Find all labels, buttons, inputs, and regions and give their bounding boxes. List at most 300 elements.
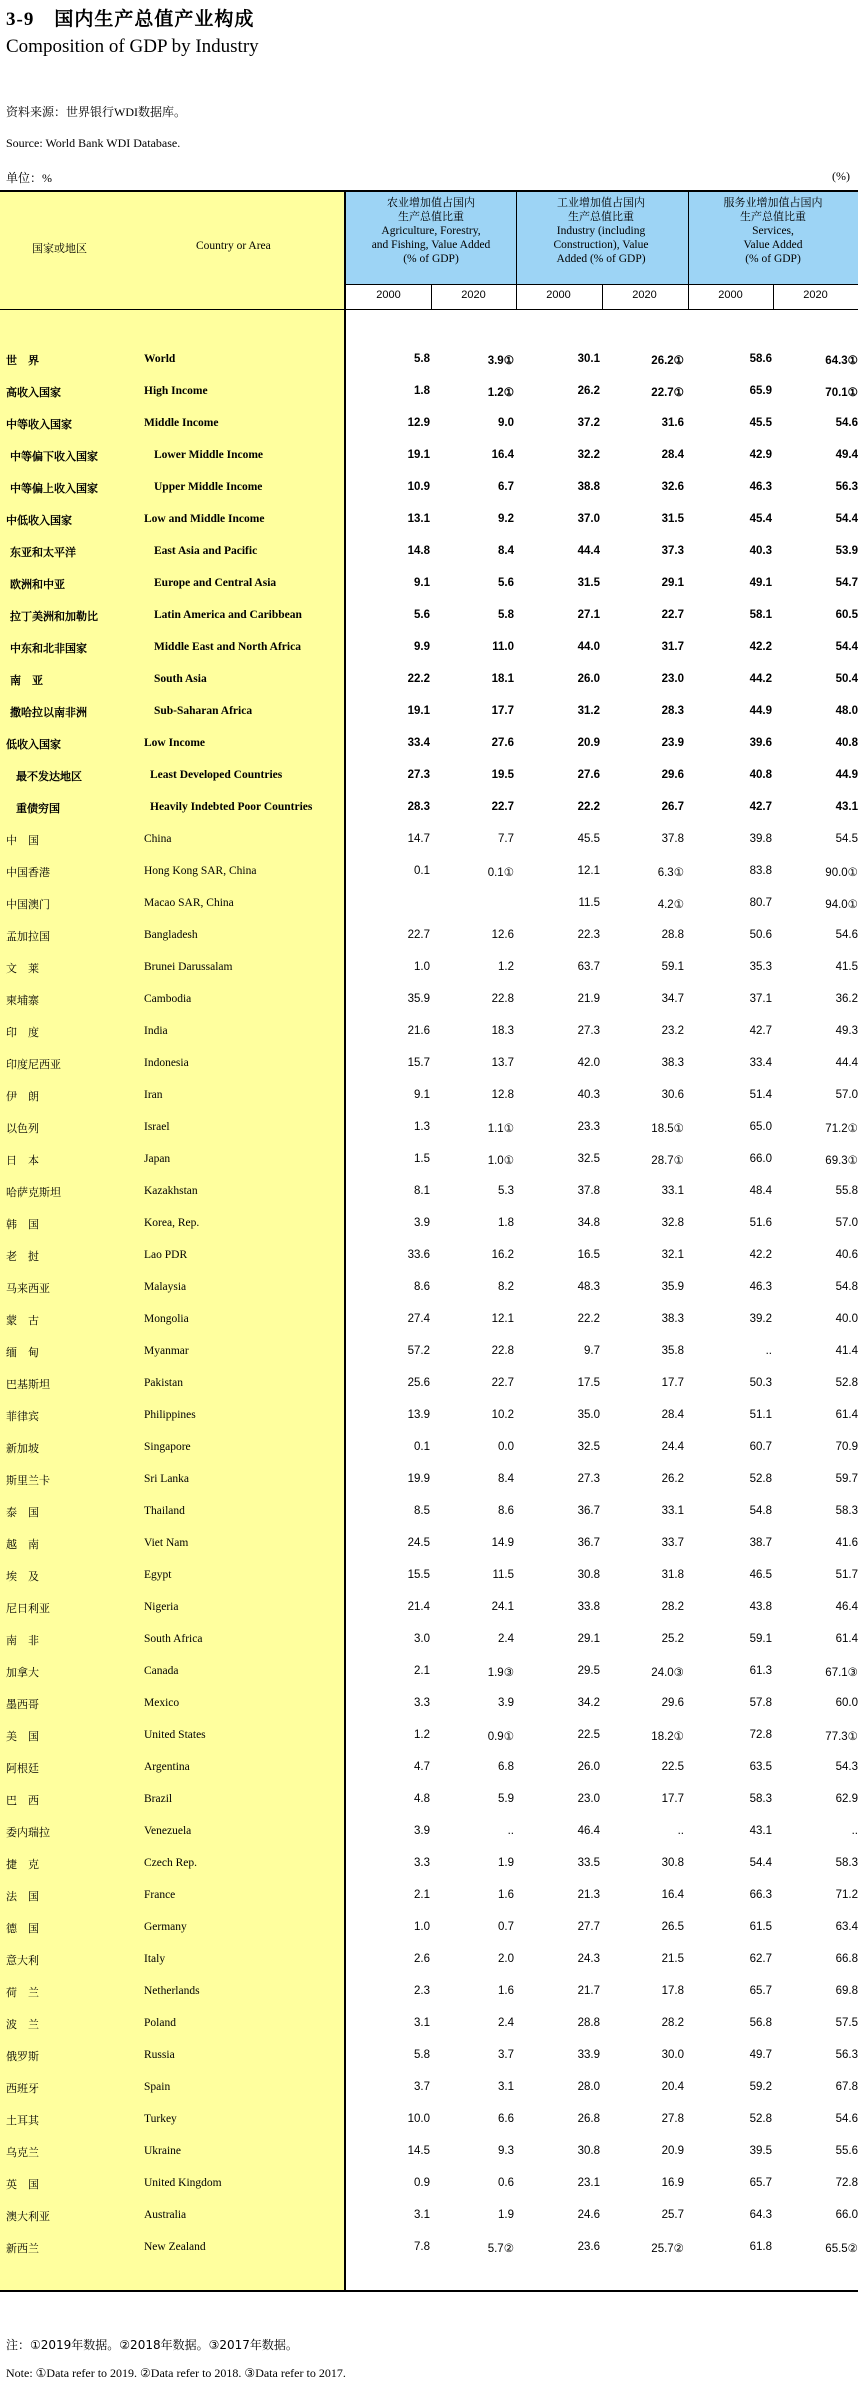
table-row bbox=[0, 1559, 858, 1591]
country-name-en: Turkey bbox=[144, 2113, 177, 2125]
value-cell: 59.7 bbox=[835, 1473, 858, 1485]
value-cell: 1.2 bbox=[414, 1729, 430, 1741]
value-cell: 94.0① bbox=[825, 899, 858, 911]
source-note-en: Source: World Bank WDI Database. bbox=[6, 136, 181, 150]
value-cell: 57.2 bbox=[407, 1345, 430, 1357]
value-cell: 9.1 bbox=[414, 1089, 430, 1101]
unit-label-en: (%) bbox=[832, 169, 850, 183]
value-cell: 40.8 bbox=[749, 769, 772, 781]
table-row bbox=[0, 2071, 858, 2103]
value-cell: 9.2 bbox=[498, 513, 514, 525]
value-cell: 19.1 bbox=[407, 449, 430, 461]
value-cell: 37.2 bbox=[577, 417, 600, 429]
value-cell: 28.8 bbox=[661, 929, 684, 941]
country-name-zh: 捷 克 bbox=[6, 1858, 39, 1871]
country-name-en: Cambodia bbox=[144, 993, 192, 1005]
value-cell: 55.6 bbox=[835, 2145, 858, 2157]
value-cell: 29.6 bbox=[661, 769, 684, 781]
value-cell: 3.0 bbox=[414, 1633, 430, 1645]
table-row bbox=[0, 2103, 858, 2135]
value-cell: 39.6 bbox=[749, 737, 772, 749]
table-row bbox=[0, 2167, 858, 2199]
value-cell: 13.7 bbox=[491, 1057, 514, 1069]
country-name-en: Czech Rep. bbox=[144, 1857, 198, 1869]
value-cell: 26.0 bbox=[577, 673, 600, 685]
value-cell: 63.5 bbox=[749, 1761, 772, 1773]
value-cell: 67.8 bbox=[835, 2081, 858, 2093]
value-cell: 21.4 bbox=[407, 1601, 430, 1613]
value-cell: 15.5 bbox=[407, 1569, 430, 1581]
value-cell: .. bbox=[765, 1345, 772, 1357]
value-cell: 7.8 bbox=[414, 2241, 430, 2253]
country-name-zh: 中等偏上收入国家 bbox=[10, 482, 98, 495]
value-cell: 34.2 bbox=[577, 1697, 600, 1709]
value-cell: 54.8 bbox=[749, 1505, 772, 1517]
table-row bbox=[0, 1367, 858, 1399]
table-row bbox=[0, 855, 858, 887]
value-cell: 54.6 bbox=[835, 2113, 858, 2125]
header-industry bbox=[516, 196, 686, 266]
value-cell: 40.3 bbox=[749, 545, 772, 557]
value-cell: 18.3 bbox=[491, 1025, 514, 1037]
value-cell: 33.8 bbox=[577, 1601, 600, 1613]
country-name-zh: 新西兰 bbox=[6, 2242, 39, 2255]
country-name-zh: 澳大利亚 bbox=[6, 2210, 50, 2223]
value-cell: 21.3 bbox=[577, 1889, 600, 1901]
value-cell: 44.2 bbox=[749, 673, 772, 685]
value-cell: 31.5 bbox=[661, 513, 684, 525]
gdp-composition-table bbox=[0, 190, 858, 2292]
country-name-en: Brazil bbox=[144, 1793, 173, 1805]
value-cell: 65.9 bbox=[749, 385, 772, 397]
value-cell: 17.7 bbox=[661, 1377, 684, 1389]
country-name-zh: 埃 及 bbox=[6, 1570, 39, 1583]
value-cell: 3.9① bbox=[487, 355, 514, 367]
table-row bbox=[0, 823, 858, 855]
value-cell: 0.9 bbox=[414, 2177, 430, 2189]
header-divider bbox=[602, 284, 603, 309]
country-name-zh: 撒哈拉以南非洲 bbox=[10, 706, 87, 719]
country-name-zh: 巴 西 bbox=[6, 1794, 39, 1807]
value-cell: 40.3 bbox=[577, 1089, 600, 1101]
country-name-en: Myanmar bbox=[144, 1345, 189, 1357]
value-cell: 11.5 bbox=[578, 897, 600, 909]
value-cell: 8.1 bbox=[414, 1185, 430, 1197]
value-cell: 83.8 bbox=[749, 865, 772, 877]
value-cell: 44.4 bbox=[835, 1057, 858, 1069]
value-cell: 27.6 bbox=[491, 737, 514, 749]
country-name-zh: 尼日利亚 bbox=[6, 1602, 50, 1615]
table-row bbox=[0, 567, 858, 599]
value-cell: 61.4 bbox=[835, 1409, 858, 1421]
country-name-en: Middle Income bbox=[144, 417, 219, 429]
value-cell: 28.8 bbox=[577, 2017, 600, 2029]
value-cell: 63.7 bbox=[577, 961, 600, 973]
value-cell: 20.9 bbox=[577, 737, 600, 749]
page-title-en: Composition of GDP by Industry bbox=[6, 36, 259, 57]
table-row bbox=[0, 503, 858, 535]
value-cell: 25.6 bbox=[407, 1377, 430, 1389]
header-agri-en-2: and Fishing, Value Added bbox=[371, 239, 491, 251]
table-row bbox=[0, 1591, 858, 1623]
country-name-en: China bbox=[144, 833, 172, 845]
country-name-zh: 高收入国家 bbox=[6, 386, 61, 399]
header-ind-year-2000: 2000 bbox=[546, 289, 571, 301]
table-row bbox=[0, 2135, 858, 2167]
country-name-zh: 南 亚 bbox=[10, 674, 43, 687]
value-cell: 5.9 bbox=[498, 1793, 514, 1805]
country-name-en: Lower Middle Income bbox=[154, 449, 264, 461]
value-cell: 22.5 bbox=[661, 1761, 684, 1773]
value-cell: 0.6 bbox=[498, 2177, 514, 2189]
value-cell: 16.4 bbox=[491, 449, 514, 461]
value-cell: 90.0① bbox=[825, 867, 858, 879]
country-name-en: Least Developed Countries bbox=[150, 769, 283, 781]
value-cell: 32.5 bbox=[577, 1441, 600, 1453]
table-row bbox=[0, 1687, 858, 1719]
value-cell: 24.3 bbox=[577, 1953, 600, 1965]
value-cell: 22.7 bbox=[661, 609, 684, 621]
value-cell: 52.8 bbox=[835, 1377, 858, 1389]
country-name-en: Low Income bbox=[144, 737, 206, 749]
country-name-zh: 欧洲和中亚 bbox=[10, 578, 65, 591]
header-country-zh: 国家或地区 bbox=[32, 242, 87, 255]
value-cell: 28.3 bbox=[661, 705, 684, 717]
value-cell: 42.9 bbox=[749, 449, 772, 461]
header-serv-year-2020: 2020 bbox=[803, 289, 828, 301]
value-cell: 30.1 bbox=[577, 353, 600, 365]
value-cell: 6.7 bbox=[498, 481, 514, 493]
value-cell: 32.1 bbox=[661, 1249, 684, 1261]
table-row bbox=[0, 1175, 858, 1207]
value-cell: 37.8 bbox=[661, 833, 684, 845]
table-row bbox=[0, 791, 858, 823]
value-cell: 3.3 bbox=[414, 1857, 430, 1869]
table-row bbox=[0, 1527, 858, 1559]
value-cell: 33.1 bbox=[661, 1505, 684, 1517]
country-name-en: Russia bbox=[144, 2049, 175, 2061]
value-cell: 31.7 bbox=[661, 641, 684, 653]
value-cell: 61.4 bbox=[835, 1633, 858, 1645]
country-name-en: New Zealand bbox=[144, 2241, 206, 2253]
country-name-en: Sub-Saharan Africa bbox=[154, 705, 253, 717]
value-cell: 28.2 bbox=[661, 1601, 684, 1613]
country-name-en: Bangladesh bbox=[144, 929, 198, 941]
table-row bbox=[0, 1623, 858, 1655]
country-name-en: Israel bbox=[144, 1121, 170, 1133]
value-cell: 26.2 bbox=[577, 385, 600, 397]
header-divider bbox=[346, 284, 858, 285]
country-name-zh: 老 挝 bbox=[6, 1250, 39, 1263]
country-name-en: Pakistan bbox=[144, 1377, 183, 1389]
value-cell: 49.7 bbox=[749, 2049, 772, 2061]
table-row bbox=[0, 1431, 858, 1463]
value-cell: 37.1 bbox=[749, 993, 772, 1005]
value-cell: 16.9 bbox=[661, 2177, 684, 2189]
country-name-en: Korea, Rep. bbox=[144, 1217, 200, 1229]
value-cell: 22.8 bbox=[491, 1345, 514, 1357]
value-cell: 39.5 bbox=[749, 2145, 772, 2157]
value-cell: 28.4 bbox=[661, 449, 684, 461]
value-cell: 5.8 bbox=[414, 2049, 430, 2061]
country-name-en: High Income bbox=[144, 385, 208, 397]
value-cell: 12.1 bbox=[577, 865, 600, 877]
country-name-en: Mexico bbox=[144, 1697, 180, 1709]
country-name-zh: 波 兰 bbox=[6, 2018, 39, 2031]
footnote-en: Note: ①Data refer to 2019. ②Data refer to 2018. ③Data refer to 2017. bbox=[6, 2366, 346, 2380]
value-cell: 65.5② bbox=[825, 2243, 858, 2255]
value-cell: 60.0 bbox=[835, 1697, 858, 1709]
table-row bbox=[0, 1463, 858, 1495]
value-cell: 37.0 bbox=[577, 513, 600, 525]
value-cell: 2.1 bbox=[414, 1889, 430, 1901]
value-cell: 1.0 bbox=[414, 1921, 430, 1933]
value-cell: 26.8 bbox=[577, 2113, 600, 2125]
value-cell: 30.8 bbox=[661, 1857, 684, 1869]
value-cell: 24.5 bbox=[407, 1537, 430, 1549]
country-name-en: Italy bbox=[144, 1953, 166, 1965]
country-name-en: Macao SAR, China bbox=[144, 897, 234, 909]
value-cell: 0.1① bbox=[487, 867, 514, 879]
value-cell: 59.2 bbox=[749, 2081, 772, 2093]
table-row bbox=[0, 1655, 858, 1687]
value-cell: 66.0 bbox=[749, 1153, 772, 1165]
value-cell: 0.7 bbox=[498, 1921, 514, 1933]
header-serv-zh-1: 服务业增加值占国内 bbox=[723, 196, 823, 209]
country-name-en: Poland bbox=[144, 2017, 176, 2029]
value-cell: 0.0 bbox=[498, 1441, 514, 1453]
country-name-en: Singapore bbox=[144, 1441, 191, 1453]
value-cell: 23.1 bbox=[577, 2177, 600, 2189]
country-name-zh: 菲律宾 bbox=[6, 1410, 39, 1423]
country-name-zh: 法 国 bbox=[6, 1890, 39, 1903]
value-cell: 45.5 bbox=[749, 417, 772, 429]
value-cell: 13.1 bbox=[407, 513, 430, 525]
value-cell: 56.3 bbox=[835, 481, 858, 493]
country-name-zh: 英 国 bbox=[6, 2178, 39, 2191]
footnote-zh: 注：①2019年数据。②2018年数据。③2017年数据。 bbox=[6, 2338, 298, 2352]
country-name-zh: 阿根廷 bbox=[6, 1762, 39, 1775]
value-cell: 29.6 bbox=[661, 1697, 684, 1709]
value-cell: 4.7 bbox=[414, 1761, 430, 1773]
value-cell: 32.2 bbox=[577, 449, 600, 461]
table-row bbox=[0, 2231, 858, 2263]
country-name-en: India bbox=[144, 1025, 168, 1037]
country-name-zh: 以色列 bbox=[6, 1122, 39, 1135]
country-name-en: Low and Middle Income bbox=[144, 513, 265, 525]
header-divider bbox=[773, 284, 774, 309]
value-cell: 1.2① bbox=[487, 387, 514, 399]
value-cell: 56.8 bbox=[749, 2017, 772, 2029]
value-cell: 1.9 bbox=[498, 2209, 514, 2221]
table-row bbox=[0, 1847, 858, 1879]
country-name-zh: 伊 朗 bbox=[6, 1090, 39, 1103]
table-row bbox=[0, 1015, 858, 1047]
table-row bbox=[0, 1399, 858, 1431]
value-cell: 12.1 bbox=[491, 1313, 514, 1325]
value-cell: 3.9 bbox=[498, 1697, 514, 1709]
value-cell: 44.9 bbox=[749, 705, 772, 717]
value-cell: 57.5 bbox=[835, 2017, 858, 2029]
header-ind-year-2020: 2020 bbox=[632, 289, 657, 301]
header-agri-year-2000: 2000 bbox=[376, 289, 401, 301]
country-name-zh: 最不发达地区 bbox=[16, 770, 82, 783]
value-cell: 17.7 bbox=[661, 1793, 684, 1805]
value-cell: 54.4 bbox=[835, 513, 858, 525]
value-cell: 17.5 bbox=[577, 1377, 600, 1389]
table-row bbox=[0, 1111, 858, 1143]
country-name-zh: 重债穷国 bbox=[16, 802, 60, 815]
value-cell: 34.8 bbox=[577, 1217, 600, 1229]
value-cell: .. bbox=[507, 1825, 514, 1837]
value-cell: 30.8 bbox=[577, 2145, 600, 2157]
value-cell: 16.4 bbox=[661, 1889, 684, 1901]
value-cell: 0.9① bbox=[487, 1731, 514, 1743]
header-bottom-rule bbox=[0, 309, 858, 310]
country-name-zh: 印度尼西亚 bbox=[6, 1058, 61, 1071]
table-row bbox=[0, 1815, 858, 1847]
value-cell: 22.2 bbox=[407, 673, 430, 685]
value-cell: 70.1① bbox=[825, 387, 858, 399]
value-cell: 29.5 bbox=[577, 1665, 600, 1677]
value-cell: 20.9 bbox=[661, 2145, 684, 2157]
value-cell: 18.2① bbox=[651, 1731, 684, 1743]
value-cell: 24.6 bbox=[577, 2209, 600, 2221]
value-cell: 3.3 bbox=[414, 1697, 430, 1709]
table-row bbox=[0, 1143, 858, 1175]
value-cell: 39.8 bbox=[749, 833, 772, 845]
value-cell: 64.3① bbox=[825, 355, 858, 367]
value-cell: 1.3 bbox=[414, 1121, 430, 1133]
value-cell: 5.8 bbox=[498, 609, 514, 621]
table-row bbox=[0, 1911, 858, 1943]
header-agriculture bbox=[346, 196, 516, 266]
value-cell: 5.6 bbox=[414, 609, 430, 621]
value-cell: 46.4 bbox=[577, 1825, 600, 1837]
value-cell: 22.7① bbox=[651, 387, 684, 399]
country-name-en: Nigeria bbox=[144, 1601, 179, 1613]
value-cell: 36.7 bbox=[577, 1505, 600, 1517]
country-name-zh: 美 国 bbox=[6, 1730, 39, 1743]
value-cell: 50.3 bbox=[749, 1377, 772, 1389]
value-cell: 28.4 bbox=[661, 1409, 684, 1421]
country-name-zh: 中等偏下收入国家 bbox=[10, 450, 98, 463]
table-row bbox=[0, 439, 858, 471]
country-name-zh: 荷 兰 bbox=[6, 1986, 39, 1999]
value-cell: 58.6 bbox=[749, 353, 772, 365]
country-name-zh: 世 界 bbox=[6, 354, 39, 367]
value-cell: 2.6 bbox=[414, 1953, 430, 1965]
header-agri-en-1: Agriculture, Forestry, bbox=[381, 225, 481, 237]
header-agri-en-3: (% of GDP) bbox=[403, 253, 459, 265]
header-ind-zh-1: 工业增加值占国内 bbox=[557, 196, 645, 209]
value-cell: 1.9③ bbox=[487, 1667, 514, 1679]
country-name-zh: 新加坡 bbox=[6, 1442, 39, 1455]
value-cell: 25.2 bbox=[661, 1633, 684, 1645]
value-cell: 44.4 bbox=[577, 545, 600, 557]
value-cell: 58.3 bbox=[749, 1793, 772, 1805]
value-cell: 60.5 bbox=[835, 609, 858, 621]
value-cell: 27.3 bbox=[577, 1473, 600, 1485]
value-cell: 40.8 bbox=[835, 737, 858, 749]
value-cell: 1.0 bbox=[414, 961, 430, 973]
value-cell: 42.7 bbox=[749, 1025, 772, 1037]
value-cell: 23.2 bbox=[661, 1025, 684, 1037]
value-cell: 62.7 bbox=[749, 1953, 772, 1965]
value-cell: 23.0 bbox=[661, 673, 684, 685]
value-cell: 25.7② bbox=[651, 2243, 684, 2255]
value-cell: 14.7 bbox=[407, 833, 430, 845]
table-row bbox=[0, 599, 858, 631]
value-cell: 23.3 bbox=[577, 1121, 600, 1133]
value-cell: 65.7 bbox=[749, 1985, 772, 1997]
value-cell: 59.1 bbox=[661, 961, 684, 973]
value-cell: 6.8 bbox=[498, 1761, 514, 1773]
country-name-en: Philippines bbox=[144, 1409, 196, 1421]
table-row bbox=[0, 1303, 858, 1335]
country-name-zh: 西班牙 bbox=[6, 2082, 39, 2095]
value-cell: 32.8 bbox=[661, 1217, 684, 1229]
value-cell: 27.8 bbox=[661, 2113, 684, 2125]
value-cell: 9.9 bbox=[414, 641, 430, 653]
value-cell: 32.5 bbox=[577, 1153, 600, 1165]
country-name-en: Heavily Indebted Poor Countries bbox=[150, 801, 313, 813]
value-cell: 26.2 bbox=[661, 1473, 684, 1485]
country-name-en: Argentina bbox=[144, 1761, 190, 1773]
country-name-en: Hong Kong SAR, China bbox=[144, 865, 257, 877]
country-name-en: Iran bbox=[144, 1089, 163, 1101]
value-cell: 32.6 bbox=[661, 481, 684, 493]
value-cell: 50.4 bbox=[835, 673, 858, 685]
country-name-en: Spain bbox=[144, 2081, 171, 2093]
table-header bbox=[0, 192, 858, 309]
value-cell: 15.7 bbox=[407, 1057, 430, 1069]
header-agri-year-2020: 2020 bbox=[461, 289, 486, 301]
value-cell: 17.8 bbox=[661, 1985, 684, 1997]
country-name-zh: 中低收入国家 bbox=[6, 514, 72, 527]
country-name-en: Ukraine bbox=[144, 2145, 182, 2157]
table-row bbox=[0, 1943, 858, 1975]
country-name-zh: 南 非 bbox=[6, 1634, 39, 1647]
value-cell: 58.3 bbox=[835, 1505, 858, 1517]
value-cell: 3.9 bbox=[414, 1825, 430, 1837]
value-cell: 27.1 bbox=[577, 609, 600, 621]
value-cell: 52.8 bbox=[749, 2113, 772, 2125]
value-cell: 44.0 bbox=[577, 641, 600, 653]
header-divider bbox=[516, 192, 517, 309]
value-cell: 22.2 bbox=[577, 1313, 600, 1325]
value-cell: 46.3 bbox=[749, 481, 772, 493]
country-name-en: Kazakhstan bbox=[144, 1185, 198, 1197]
value-cell: 11.0 bbox=[492, 641, 514, 653]
value-cell: 30.0 bbox=[661, 2049, 684, 2061]
country-name-en: Latin America and Caribbean bbox=[154, 609, 302, 621]
header-ind-en-2: Construction), Value bbox=[553, 239, 649, 251]
value-cell: 21.6 bbox=[407, 1025, 430, 1037]
value-cell: 69.3① bbox=[825, 1155, 858, 1167]
source-note-zh: 资料来源：世界银行WDI数据库。 bbox=[6, 105, 186, 119]
value-cell: 37.3 bbox=[661, 545, 684, 557]
value-cell: 12.8 bbox=[491, 1089, 514, 1101]
value-cell: 43.1 bbox=[749, 1825, 772, 1837]
value-cell: 9.1 bbox=[414, 577, 430, 589]
country-name-zh: 柬埔寨 bbox=[6, 994, 39, 1007]
value-cell: 1.5 bbox=[414, 1153, 430, 1165]
value-cell: .. bbox=[677, 1825, 684, 1837]
value-cell: 28.3 bbox=[407, 801, 430, 813]
value-cell: 80.7 bbox=[749, 897, 772, 909]
table-row bbox=[0, 1783, 858, 1815]
